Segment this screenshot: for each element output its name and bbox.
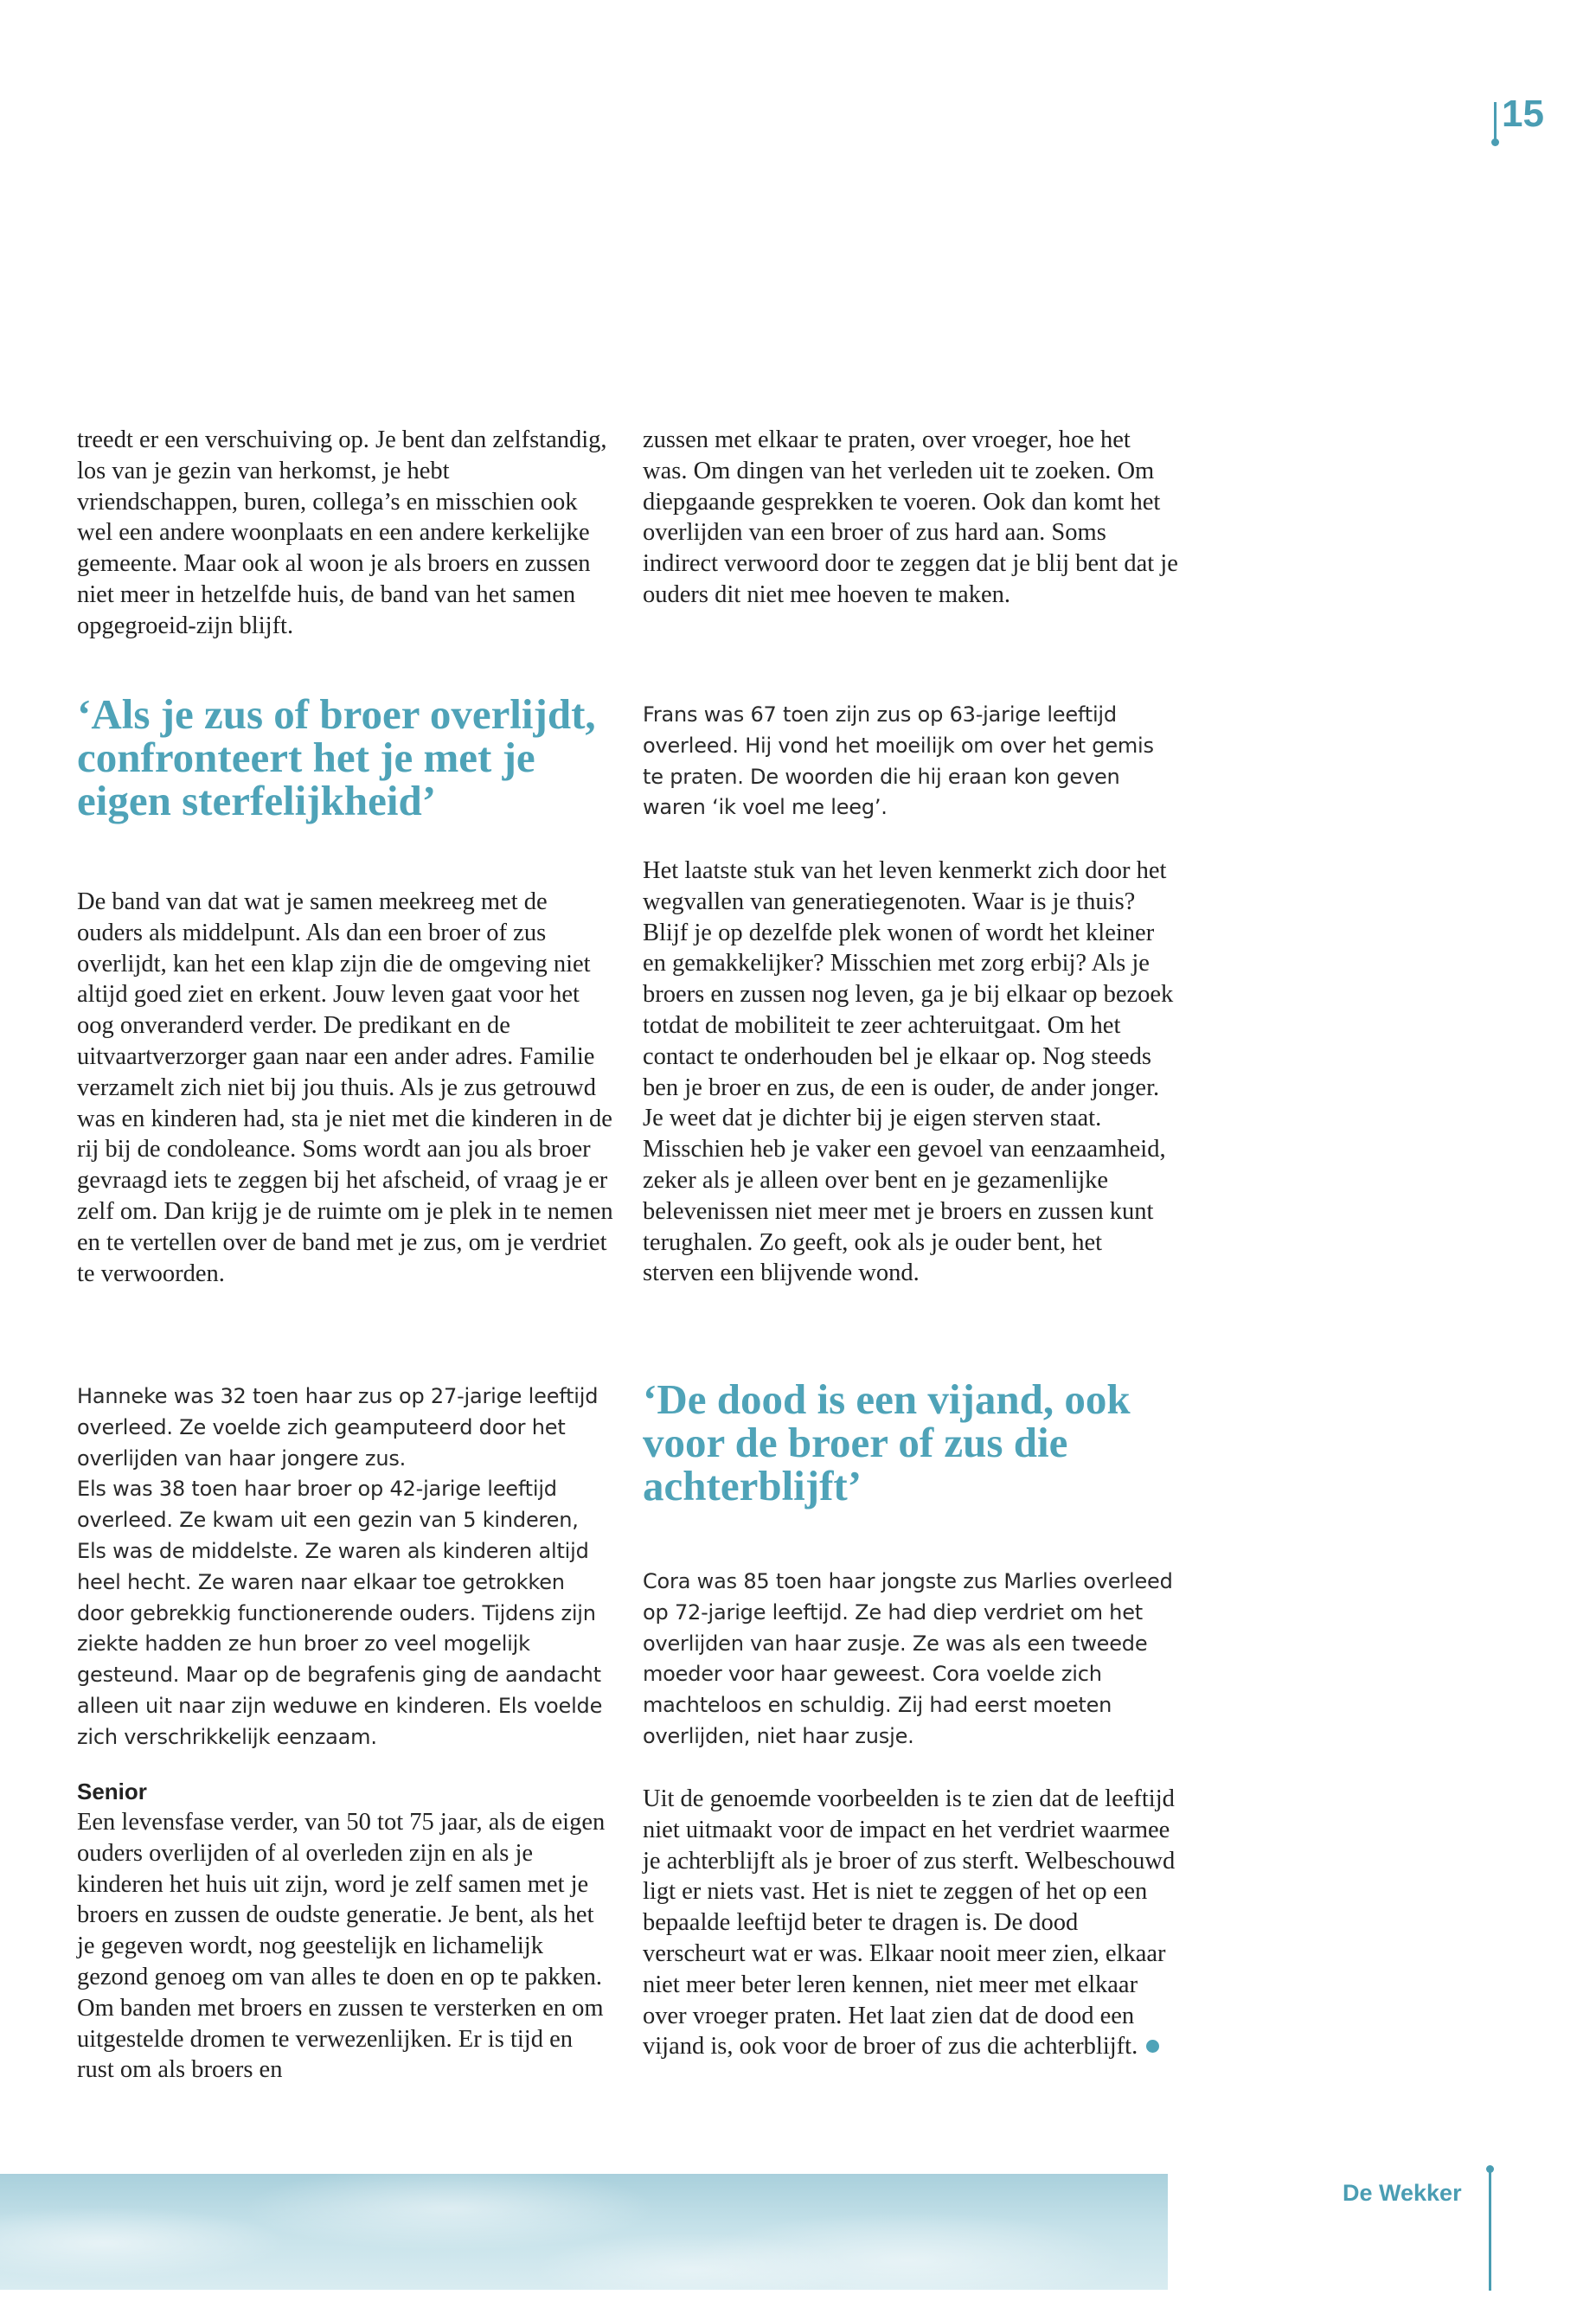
col1-paragraph-1: treedt er een verschuiving op. Je bent dan zelfstandig, los van je gezin van herkomst, je hebt vriendschappen, buren, collega’s en misschien ook wel een andere woonplaats en een andere kerkelijke gemeente. Maar ook al woon je als broers en zussen niet meer in hetzelfde huis, de band van het samen opgegroeid-zijn blijft. xyxy=(77,426,607,639)
magazine-name: De Wekker xyxy=(1343,2180,1462,2206)
col1-paragraph-2: De band van dat wat je samen meekreeg met de ouders als middelpunt. Als dan een broer of zus overlijdt, kan het een klap zijn die de omgeving niet altijd goed ziet en erkent. Jouw leven gaat voor het oog onveranderd verder. De predikant en de uitvaartverzorger gaan naar een ander adres. Familie verzamelt zich niet bij jou thuis. Als je zus getrouwd was en kinderen had, sta je niet met die kinderen in de rij bij de condoleance. Soms wordt aan jou als broer gevraagd iets te zeggen bij het afscheid, of vraag je er zelf om. Dan krijg je de ruimte om je plek in te nemen en te vertellen over de band met je zus, om je verdriet te verwoorden. xyxy=(77,888,613,1287)
col1-cases xyxy=(77,1381,613,1753)
col2-block3 xyxy=(643,1784,1179,2062)
case-frans: Frans was 67 toen zijn zus op 63-jarige leeftijd overleed. Hij vond het moeilijk om over het gemis te praten. De woorden die hij eraan kon geven waren ‘ik voel me leeg’. xyxy=(643,702,1154,820)
page-number-dot xyxy=(1491,138,1499,146)
col2-pull-quote xyxy=(643,1375,1179,1509)
col2-paragraph-2: Het laatste stuk van het leven kenmerkt zich door het wegvallen van generatiegenoten. Waar is je thuis? Blijf je op dezelfde plek wonen of wordt het kleiner en gemakkelijker? Misschien met zorg erbij? Als je broers en zussen nog leven, ga je bij elkaar op bezoek totdat de mobiliteit te zeer achteruitgaat. Om het contact te onderhouden bel je elkaar op. Nog steeds ben je broer en zus, de een is ouder, de ander jonger. Je weet dat je dichter bij je eigen sterven staat. Misschien heb je vaker een gevoel van eenzaamheid, zeker als je alleen over bent en je gezamenlijke belevenissen niet meer met je broers en zussen kunt terughalen. Zo geeft, ook als je ouder bent, het sterven een blijvende wond. xyxy=(643,857,1174,1287)
col1-pull-quote xyxy=(77,690,613,824)
pull-quote-2: ‘De dood is een vijand, ook voor de broer of zus die achterblijft’ xyxy=(643,1375,1131,1509)
footer-sky-image xyxy=(0,2174,1168,2290)
col1-block1 xyxy=(77,425,613,642)
col2-paragraph-3-wrap xyxy=(643,1784,1179,2062)
end-of-article-dot xyxy=(1146,2040,1159,2053)
footer-rule-dot xyxy=(1486,2165,1494,2173)
pull-quote-1: ‘Als je zus of broer overlijdt, confronteert het je met je eigen sterfelijkheid’ xyxy=(77,690,596,824)
case-els: Els was 38 toen haar broer op 42-jarige leeftijd overleed. Ze kwam uit een gezin van 5 kinderen, Els was de middelste. Ze waren als kinderen altijd heel hecht. Ze waren naar elkaar toe getrokken door gebrekkig functionerende ouders. Tijdens zijn ziekte hadden ze hun broer zo veel mogelijk gesteund. Maar op de begrafenis ging de aandacht alleen uit naar zijn weduwe en kinderen. Els voelde zich verschrikkelijk eenzaam. xyxy=(77,1477,603,1749)
col2-case-frans-block xyxy=(643,700,1179,824)
footer-rule xyxy=(1489,2170,1491,2291)
col2-block2 xyxy=(643,856,1179,1289)
col1-block2 xyxy=(77,887,613,1289)
subhead-senior: Senior xyxy=(77,1779,147,1804)
col2-paragraph-3: Uit de genoemde voorbeelden is te zien dat de leeftijd niet uitmaakt voor de impact en het verdriet waarmee je achterblijft als je broer of zus sterft. Welbeschouwd ligt er niets vast. Het is niet te zeggen of het op een bepaalde leeftijd beter te dragen is. De dood verscheurt wat er was. Elkaar nooit meer zien, elkaar niet meer beter leren kennen, niet meer met elkaar over vroeger praten. Het laat zien dat de dood een vijand is, ook voor de broer of zus die achterblijft. xyxy=(643,1785,1176,2061)
case-cora: Cora was 85 toen haar jongste zus Marlies overleed op 72-jarige leeftijd. Ze had diep verdriet om het overlijden van haar zusje. Ze was als een tweede moeder voor haar geweest. Cora voelde zich machteloos en schuldig. Zij had eerst moeten overlijden, niet haar zusje. xyxy=(643,1569,1173,1748)
page-number-rule xyxy=(1494,102,1497,140)
col2-block1 xyxy=(643,425,1179,611)
case-hanneke: Hanneke was 32 toen haar zus op 27-jarige leeftijd overleed. Ze voelde zich geamputeerd door het overlijden van haar jongere zus. xyxy=(77,1384,599,1471)
page-number: 15 xyxy=(1502,93,1544,135)
col2-case-cora-block xyxy=(643,1567,1179,1753)
col1-senior-section xyxy=(77,1776,613,2086)
col2-paragraph-1: zussen met elkaar te praten, over vroeger, hoe het was. Om dingen van het verleden uit te zoeken. Om diepgaande gesprekken te voeren. Ook dan komt het overlijden van een broer of zus hard aan. Soms indirect verwoord door te zeggen dat je blij bent dat je ouders dit niet mee hoeven te maken. xyxy=(643,426,1178,608)
col1-paragraph-3: Een levensfase verder, van 50 tot 75 jaar, als de eigen ouders overlijden of al overleden zijn en als je kinderen het huis uit zijn, word je zelf samen met je broers en zussen de oudste generatie. Je bent, als het je gegeven wordt, nog geestelijk en lichamelijk gezond genoeg om van alles te doen en op te pakken. Om banden met broers en zussen te versterken en om uitgestelde dromen te verwezenlijken. Er is tijd en rust om als broers en xyxy=(77,1809,606,2084)
